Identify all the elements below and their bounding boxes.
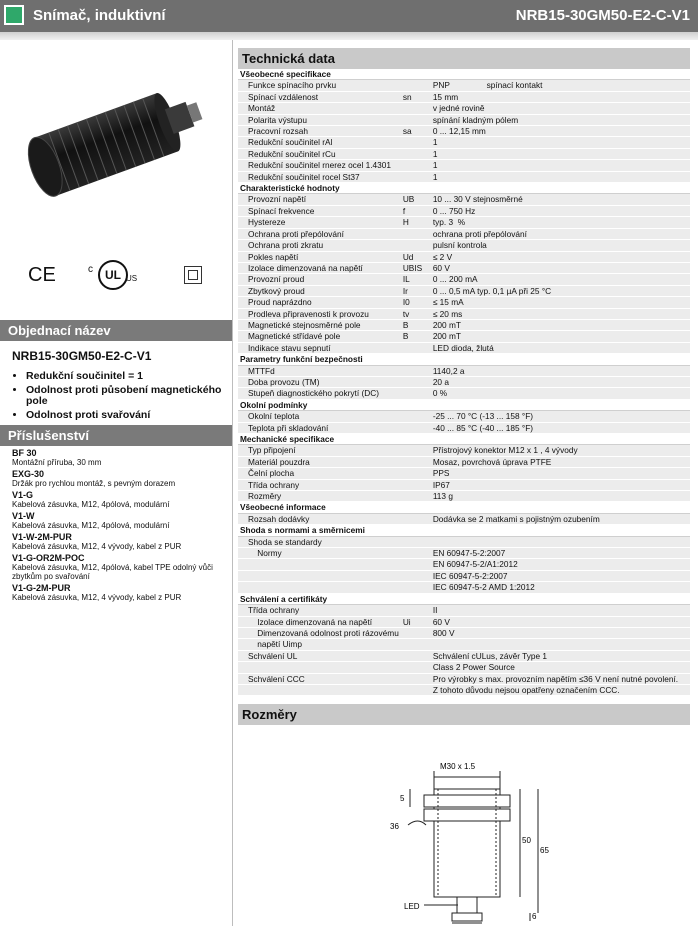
spec-symbol (401, 570, 431, 581)
spec-label: Redukční součinitel rocel St37 (238, 171, 401, 182)
svg-text:65: 65 (540, 846, 549, 856)
spec-value: Mosaz, povrchová úprava PTFE (431, 456, 690, 467)
spec-value: 60 V (431, 616, 690, 627)
spec-label: Redukční součinitel rCu (238, 148, 401, 159)
spec-label: Třída ochrany (238, 605, 401, 616)
spec-symbol: B (401, 331, 431, 342)
spec-symbol (401, 160, 431, 171)
spec-symbol (401, 627, 431, 638)
spec-label: Rozsah dodávky (238, 513, 401, 524)
spec-symbol: Ud (401, 251, 431, 262)
spec-symbol: f (401, 205, 431, 216)
spec-value: 20 a (431, 376, 690, 387)
spec-symbol (401, 662, 431, 673)
spec-value: LED dioda, žlutá (431, 342, 690, 353)
spec-value: 200 mT (431, 331, 690, 342)
spec-label: Třída ochrany (238, 479, 401, 490)
spec-group-title: Shoda s normami a směrnicemi (238, 525, 690, 536)
spec-symbol (401, 240, 431, 251)
spec-row (238, 160, 690, 171)
spec-row (238, 205, 690, 216)
spec-label: Provozní proud (238, 274, 401, 285)
spec-label: MTTFd (238, 365, 401, 376)
spec-group-row (238, 502, 690, 513)
spec-label: Spínací frekvence (238, 205, 401, 216)
tech-table (238, 69, 690, 696)
spec-row (238, 171, 690, 182)
brand-logo-icon (4, 5, 24, 25)
svg-text:6: 6 (532, 912, 537, 922)
spec-value: Class 2 Power Source (431, 662, 690, 673)
feature-item: • Odolnost proti působení magnetického pole (26, 385, 232, 407)
header-bar (0, 0, 698, 32)
spec-value: Přístrojový konektor M12 x 1 , 4 vývody (431, 445, 690, 456)
left-column (0, 40, 232, 602)
spec-value: 60 V (431, 262, 690, 273)
spec-value: pulsní kontrola (431, 240, 690, 251)
spec-group-title: Mechanické specifikace (238, 434, 690, 445)
spec-symbol (401, 376, 431, 387)
spec-label: Funkce spínacího prvku (238, 80, 401, 91)
spec-row (238, 491, 690, 502)
spec-row (238, 422, 690, 433)
spec-value: IP67 (431, 479, 690, 490)
spec-row (238, 148, 690, 159)
spec-row (238, 114, 690, 125)
spec-value: PNP spínací kontakt (431, 80, 690, 91)
spec-symbol (401, 411, 431, 422)
spec-value: 1 (431, 171, 690, 182)
spec-row (238, 137, 690, 148)
spec-group-row (238, 183, 690, 194)
spec-label: Prodleva připravenosti k provozu (238, 308, 401, 319)
spec-symbol: B (401, 319, 431, 330)
spec-label (238, 559, 401, 570)
accessory-item: BF 30 Montážní příruba, 30 mm (12, 448, 102, 467)
spec-symbol: tv (401, 308, 431, 319)
spec-label: Ochrana proti zkratu (238, 240, 401, 251)
spec-row (238, 194, 690, 205)
spec-value: EN 60947-5-2/A1:2012 (431, 559, 690, 570)
accessories-heading: Příslušenství (0, 425, 232, 446)
spec-symbol (401, 582, 431, 593)
spec-value: Schválení cULus, závěr Type 1 (431, 650, 690, 661)
svg-text:36: 36 (390, 822, 399, 832)
spec-row (238, 479, 690, 490)
spec-value: 0 ... 200 mA (431, 274, 690, 285)
spec-label: Proud naprázdno (238, 297, 401, 308)
spec-group-row (238, 525, 690, 536)
spec-label: Pokles napětí (238, 251, 401, 262)
spec-label: Hystereze (238, 217, 401, 228)
spec-row (238, 262, 690, 273)
accessories-list (0, 448, 232, 602)
spec-symbol (401, 605, 431, 616)
spec-value: -40 ... 85 °C (-40 ... 185 °F) (431, 422, 690, 433)
spec-symbol (401, 684, 431, 695)
spec-label (238, 684, 401, 695)
spec-value: ≤ 15 mA (431, 297, 690, 308)
spec-row (238, 103, 690, 114)
spec-label: Okolní teplota (238, 411, 401, 422)
spec-row (238, 513, 690, 524)
spec-symbol (401, 456, 431, 467)
spec-symbol (401, 559, 431, 570)
spec-row (238, 559, 690, 570)
spec-value: 1 (431, 148, 690, 159)
spec-value: 0 ... 12,15 mm (431, 126, 690, 137)
spec-group-title: Parametry funkční bezpečnosti (238, 354, 690, 365)
spec-symbol (401, 228, 431, 239)
spec-symbol (401, 479, 431, 490)
order-name: NRB15-30GM50-E2-C-V1 (12, 349, 152, 363)
spec-label: Magnetické střídavé pole (238, 331, 401, 342)
spec-label: Materiál pouzdra (238, 456, 401, 467)
spec-row (238, 605, 690, 616)
spec-row (238, 411, 690, 422)
spec-symbol: sn (401, 91, 431, 102)
spec-group-title: Okolní podmínky (238, 399, 690, 410)
spec-label (238, 582, 401, 593)
spec-symbol (401, 491, 431, 502)
spec-value: IEC 60947-5-2 AMD 1:2012 (431, 582, 690, 593)
spec-group-title: Charakteristické hodnoty (238, 183, 690, 194)
spec-group-title: Všeobecné informace (238, 502, 690, 513)
spec-row (238, 616, 690, 627)
spec-symbol (401, 114, 431, 125)
spec-row (238, 251, 690, 262)
spec-row (238, 217, 690, 228)
spec-label (238, 662, 401, 673)
spec-label: Redukční součinitel rnerez ocel 1.4301 (238, 160, 401, 171)
spec-symbol (401, 673, 431, 684)
spec-symbol (401, 422, 431, 433)
spec-symbol (401, 137, 431, 148)
accessory-item: V1-G-OR2M-POC Kabelová zásuvka, M12, 4pólová, kabel TPE odolný vůči zbytkům po svařování (12, 553, 213, 581)
spec-label: Typ připojení (238, 445, 401, 456)
spec-value: ≤ 2 V (431, 251, 690, 262)
spec-label: Ochrana proti přepólování (238, 228, 401, 239)
svg-text:LED: LED (404, 902, 420, 912)
ce-mark-icon: CE (28, 264, 56, 286)
model-title: NRB15-30GM50-E2-C-V1 (515, 7, 690, 24)
accessory-item: V1-G-2M-PUR Kabelová zásuvka, M12, 4 vývody, kabel z PUR (12, 583, 182, 602)
spec-row (238, 684, 690, 695)
spec-symbol: sa (401, 126, 431, 137)
spec-row (238, 308, 690, 319)
spec-label: Shoda se standardy (238, 536, 401, 547)
spec-label: Stupeň diagnostického pokrytí (DC) (238, 388, 401, 399)
spec-label: Čelní plocha (238, 468, 401, 479)
spec-value: typ. 3 % (431, 217, 690, 228)
spec-value: 15 mm (431, 91, 690, 102)
svg-text:50: 50 (522, 836, 531, 846)
spec-symbol: I0 (401, 297, 431, 308)
spec-value (431, 639, 690, 650)
spec-row (238, 80, 690, 91)
spec-value: 1140,2 a (431, 365, 690, 376)
feature-list (0, 371, 232, 421)
spec-value: PPS (431, 468, 690, 479)
spec-label: Teplota při skladování (238, 422, 401, 433)
header-strip (0, 32, 698, 40)
spec-row (238, 126, 690, 137)
tech-heading: Technická data (238, 48, 690, 69)
spec-value: Pro výrobky s max. provozním napětím ≤36 V není nutné povolení. (431, 673, 690, 684)
right-column (238, 48, 690, 925)
spec-group-row (238, 354, 690, 365)
spec-symbol (401, 650, 431, 661)
spec-symbol (401, 548, 431, 559)
spec-value: 113 g (431, 491, 690, 502)
spec-symbol (401, 342, 431, 353)
spec-label: Spínací vzdálenost (238, 91, 401, 102)
spec-symbol (401, 148, 431, 159)
spec-group-row (238, 434, 690, 445)
order-heading: Objednací název (0, 320, 232, 341)
spec-value: Z tohoto důvodu nejsou opatřeny označením CCC. (431, 684, 690, 695)
spec-row (238, 331, 690, 342)
spec-label: Schválení CCC (238, 673, 401, 684)
spec-symbol: Ui (401, 616, 431, 627)
spec-row (238, 319, 690, 330)
spec-value: 0 ... 0,5 mA typ. 0,1 µA při 25 °C (431, 285, 690, 296)
spec-symbol (401, 513, 431, 524)
accessory-item: V1-W Kabelová zásuvka, M12, 4pólová, modulární (12, 511, 170, 530)
dimension-drawing (238, 725, 690, 925)
spec-symbol: UB (401, 194, 431, 205)
spec-row (238, 627, 690, 638)
spec-group-title: Schválení a certifikáty (238, 593, 690, 604)
spec-label: Zbytkový proud (238, 285, 401, 296)
spec-row (238, 570, 690, 581)
spec-label: Indikace stavu sepnutí (238, 342, 401, 353)
spec-symbol (401, 388, 431, 399)
cul-us-mark-icon: c UL US (94, 258, 130, 294)
spec-value: 10 ... 30 V stejnosměrné (431, 194, 690, 205)
spec-label: Doba provozu (TM) (238, 376, 401, 387)
accessory-item: V1-G Kabelová zásuvka, M12, 4pólová, modulární (12, 490, 170, 509)
spec-row (238, 240, 690, 251)
spec-symbol (401, 639, 431, 650)
feature-item: • Redukční součinitel = 1 (26, 371, 232, 382)
spec-label: Redukční součinitel rAl (238, 137, 401, 148)
spec-row (238, 456, 690, 467)
spec-row (238, 297, 690, 308)
spec-row (238, 91, 690, 102)
svg-text:M30 x 1.5: M30 x 1.5 (440, 762, 476, 772)
spec-symbol: UBIS (401, 262, 431, 273)
class-ii-icon (184, 266, 202, 284)
spec-row (238, 536, 690, 547)
column-divider (232, 40, 233, 926)
spec-symbol (401, 445, 431, 456)
spec-label: Pracovní rozsah (238, 126, 401, 137)
spec-row (238, 650, 690, 661)
spec-row (238, 445, 690, 456)
spec-value: 0 ... 750 Hz (431, 205, 690, 216)
spec-row (238, 228, 690, 239)
spec-row (238, 285, 690, 296)
spec-row (238, 388, 690, 399)
accessory-item: V1-W-2M-PUR Kabelová zásuvka, M12, 4 vývody, kabel z PUR (12, 532, 182, 551)
spec-value: -25 ... 70 °C (-13 ... 158 °F) (431, 411, 690, 422)
spec-value: 800 V (431, 627, 690, 638)
spec-group-title: Všeobecné specifikace (238, 69, 690, 80)
spec-row (238, 582, 690, 593)
spec-label: Montáž (238, 103, 401, 114)
certification-marks (0, 240, 232, 316)
spec-row (238, 376, 690, 387)
dims-heading: Rozměry (238, 704, 690, 725)
spec-row (238, 468, 690, 479)
spec-symbol (401, 365, 431, 376)
spec-row (238, 673, 690, 684)
spec-value: spínání kladným pólem (431, 114, 690, 125)
spec-value: 1 (431, 160, 690, 171)
spec-row (238, 548, 690, 559)
spec-value: EN 60947-5-2:2007 (431, 548, 690, 559)
sensor-product-image (0, 40, 232, 240)
spec-value: Dodávka se 2 matkami s pojistným ozubením (431, 513, 690, 524)
spec-label: Provozní napětí (238, 194, 401, 205)
spec-label: Izolace dimenzovaná na napětí (238, 616, 401, 627)
spec-value: 0 % (431, 388, 690, 399)
spec-symbol: Ir (401, 285, 431, 296)
spec-value: 200 mT (431, 319, 690, 330)
spec-symbol: H (401, 217, 431, 228)
spec-label: Izolace dimenzovaná na napětí (238, 262, 401, 273)
spec-row (238, 365, 690, 376)
spec-group-row (238, 593, 690, 604)
spec-label (238, 570, 401, 581)
accessory-item: EXG-30 Držák pro rychlou montáž, s pevným dorazem (12, 469, 176, 488)
spec-label: Magnetické stejnosměrné pole (238, 319, 401, 330)
spec-label: napětí Uimp (238, 639, 401, 650)
spec-group-row (238, 69, 690, 80)
feature-item: • Odolnost proti svařování (26, 410, 232, 421)
spec-symbol (401, 171, 431, 182)
spec-value (431, 536, 690, 547)
page-title: Snímač, induktivní (33, 7, 166, 24)
spec-value: v jedné rovině (431, 103, 690, 114)
spec-symbol (401, 468, 431, 479)
spec-row (238, 274, 690, 285)
spec-value: II (431, 605, 690, 616)
spec-value: ≤ 20 ms (431, 308, 690, 319)
spec-group-row (238, 399, 690, 410)
spec-row (238, 662, 690, 673)
spec-label: Schválení UL (238, 650, 401, 661)
spec-value: IEC 60947-5-2:2007 (431, 570, 690, 581)
spec-label: Rozměry (238, 491, 401, 502)
spec-row (238, 342, 690, 353)
spec-value: 1 (431, 137, 690, 148)
spec-symbol (401, 103, 431, 114)
spec-label: Normy (238, 548, 401, 559)
spec-symbol (401, 80, 431, 91)
spec-label: Dimenzovaná odolnost proti rázovému (238, 627, 401, 638)
spec-label: Polarita výstupu (238, 114, 401, 125)
spec-row (238, 639, 690, 650)
spec-symbol: IL (401, 274, 431, 285)
svg-text:5: 5 (400, 794, 405, 804)
spec-symbol (401, 536, 431, 547)
spec-value: ochrana proti přepólování (431, 228, 690, 239)
